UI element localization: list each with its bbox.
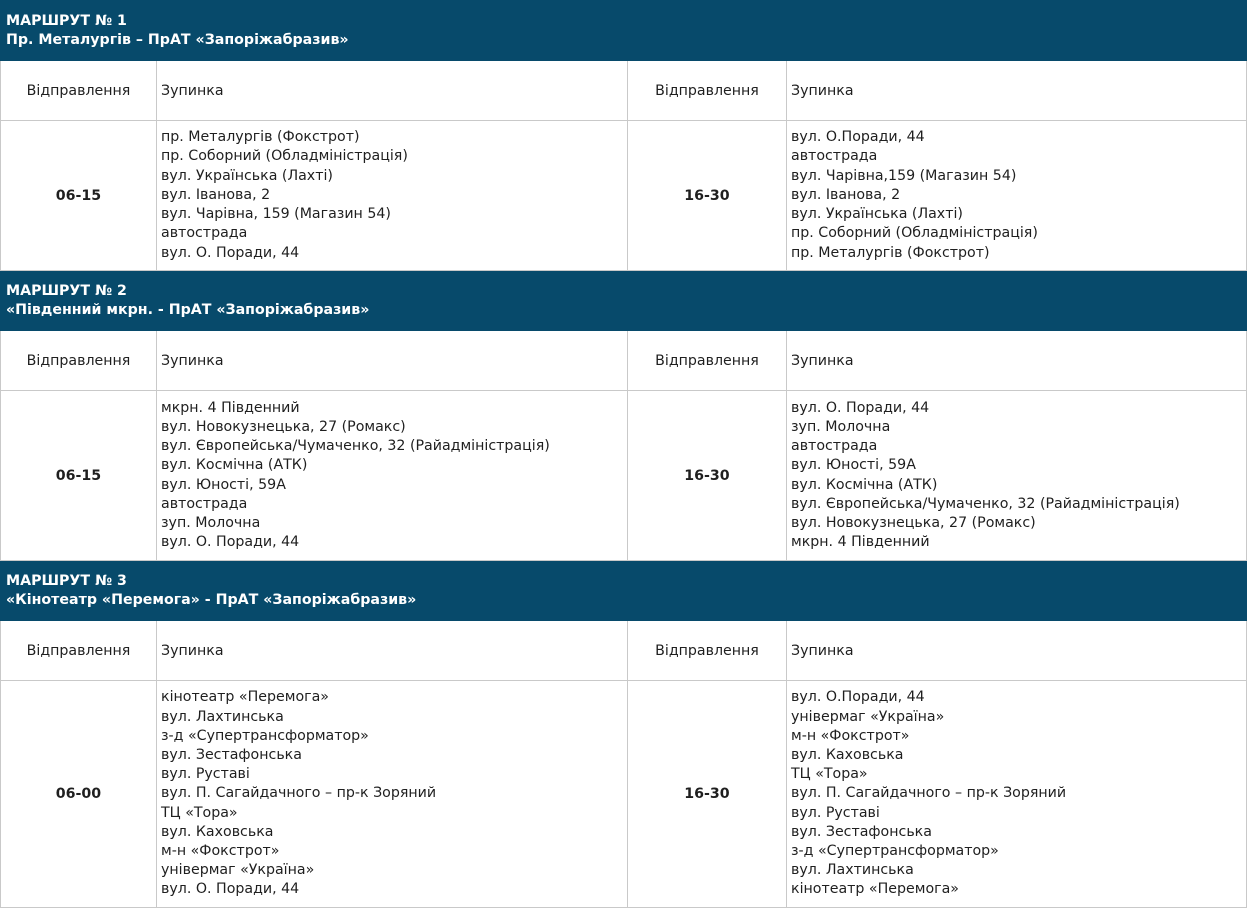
stop-item: універмаг «Україна» [791, 708, 945, 725]
stop-item: вул. Зестафонська [791, 823, 932, 840]
stop-item: мкрн. 4 Південний [161, 399, 300, 416]
column-header-row [1, 621, 1247, 681]
stop-item: вул. Руставі [161, 766, 250, 783]
route-subtitle: «Кінотеатр «Перемога» - ПрАТ «Запоріжабразив» [6, 591, 417, 608]
stop-item: ТЦ «Тора» [161, 804, 238, 821]
stop-item: з-д «Супертрансформатор» [161, 727, 369, 744]
route-subtitle: «Південний мкрн. - ПрАТ «Запоріжабразив» [6, 301, 370, 318]
stop-item: вул. Юності, 59А [791, 457, 916, 474]
stop-item: вул. Українська (Лахті) [791, 206, 963, 223]
stop-item: вул. Чарівна, 159 (Магазин 54) [161, 206, 391, 223]
stop-item: кінотеатр «Перемога» [161, 689, 329, 706]
stop-item: вул. О.Поради, 44 [791, 129, 925, 146]
stop-item: вул. П. Сагайдачного – пр-к Зоряний [161, 785, 437, 802]
stop-header: Зупинка [787, 331, 1247, 391]
stop-item: вул. Іванова, 2 [161, 186, 271, 203]
stop-item: вул. Руставі [791, 804, 880, 821]
departure-header: Відправлення [1, 331, 157, 391]
stop-item: м-н «Фокстрот» [791, 727, 910, 744]
stop-item: автострада [161, 495, 248, 512]
stop-item: універмаг «Україна» [161, 862, 315, 879]
stop-header: Зупинка [787, 621, 1247, 681]
stop-header: Зупинка [787, 61, 1247, 121]
stop-item: вул. Лахтинська [161, 708, 284, 725]
departure-time: 16-30 [628, 121, 787, 271]
stop-item: зуп. Молочна [791, 418, 891, 435]
departure-header: Відправлення [628, 331, 787, 391]
stop-item: вул. Європейська/Чумаченко, 32 (Райадміністрація) [791, 495, 1180, 512]
stop-list [787, 391, 1247, 561]
stop-item: пр. Соборний (Обладміністрація) [161, 148, 408, 165]
stop-item: мкрн. 4 Південний [791, 534, 930, 551]
stop-item: пр. Металургів (Фокстрот) [791, 244, 990, 261]
stop-item: вул. Новокузнецька, 27 (Ромакс) [161, 418, 406, 435]
column-header-row [1, 331, 1247, 391]
stop-item: вул. Каховська [791, 746, 904, 763]
stop-item: вул. Космічна (АТК) [161, 457, 308, 474]
stop-header: Зупинка [157, 331, 628, 391]
stop-item: зуп. Молочна [161, 514, 261, 531]
departure-header: Відправлення [1, 621, 157, 681]
column-header-row [1, 61, 1247, 121]
stop-item: пр. Соборний (Обладміністрація) [791, 225, 1038, 242]
departure-time: 06-00 [1, 681, 157, 908]
stop-item: вул. Юності, 59А [161, 476, 286, 493]
departure-time: 06-15 [1, 121, 157, 271]
departure-time: 16-30 [628, 681, 787, 908]
stop-item: вул. О.Поради, 44 [791, 689, 925, 706]
stop-list [157, 391, 628, 561]
route-header [1, 1, 1247, 61]
stop-item: автострада [791, 148, 878, 165]
stop-item: ТЦ «Тора» [791, 766, 868, 783]
stop-item: з-д «Супертрансформатор» [791, 843, 999, 859]
stop-item: вул. Космічна (АТК) [791, 476, 938, 493]
stop-list [157, 681, 628, 908]
route-title-cell [1, 561, 1247, 621]
departure-time: 06-15 [1, 391, 157, 561]
stop-item: вул. Зестафонська [161, 746, 302, 763]
stop-item: вул. Новокузнецька, 27 (Ромакс) [791, 514, 1036, 531]
departure-header: Відправлення [628, 621, 787, 681]
stop-item: пр. Металургів (Фокстрот) [161, 129, 360, 146]
stop-item: вул. Чарівна,159 (Магазин 54) [791, 167, 1017, 184]
departure-header: Відправлення [628, 61, 787, 121]
route-title-cell [1, 271, 1247, 331]
stop-item: автострада [161, 225, 248, 242]
route-subtitle: Пр. Металургів – ПрАТ «Запоріжабразив» [6, 31, 349, 48]
departure-time: 16-30 [628, 391, 787, 561]
departure-header: Відправлення [1, 61, 157, 121]
schedule-row [1, 391, 1247, 561]
route-header [1, 271, 1247, 331]
stop-item: вул. Іванова, 2 [791, 186, 901, 203]
stop-list [787, 121, 1247, 271]
stop-item: вул. П. Сагайдачного – пр-к Зоряний [791, 785, 1067, 802]
stop-item: кінотеатр «Перемога» [791, 881, 959, 898]
stop-item: вул. О. Поради, 44 [161, 881, 300, 898]
stop-item: м-н «Фокстрот» [161, 843, 280, 859]
stop-item: вул. О. Поради, 44 [161, 244, 300, 261]
stop-item: вул. Лахтинська [791, 862, 914, 879]
stop-item: автострада [791, 438, 878, 455]
stop-header: Зупинка [157, 61, 628, 121]
route-title-cell [1, 1, 1247, 61]
stop-item: вул. Українська (Лахті) [161, 167, 333, 184]
stop-list [157, 121, 628, 271]
route-header [1, 561, 1247, 621]
stop-list [787, 681, 1247, 908]
route-title: МАРШРУТ № 2 [6, 282, 127, 299]
stop-item: вул. О. Поради, 44 [161, 534, 300, 551]
stop-item: вул. О. Поради, 44 [791, 399, 930, 416]
route-title: МАРШРУТ № 1 [6, 12, 127, 29]
schedule-row [1, 121, 1247, 271]
route-title: МАРШРУТ № 3 [6, 572, 127, 589]
stop-header: Зупинка [157, 621, 628, 681]
stop-item: вул. Європейська/Чумаченко, 32 (Райадміністрація) [161, 438, 550, 455]
schedule-row [1, 681, 1247, 908]
stop-item: вул. Каховська [161, 823, 274, 840]
